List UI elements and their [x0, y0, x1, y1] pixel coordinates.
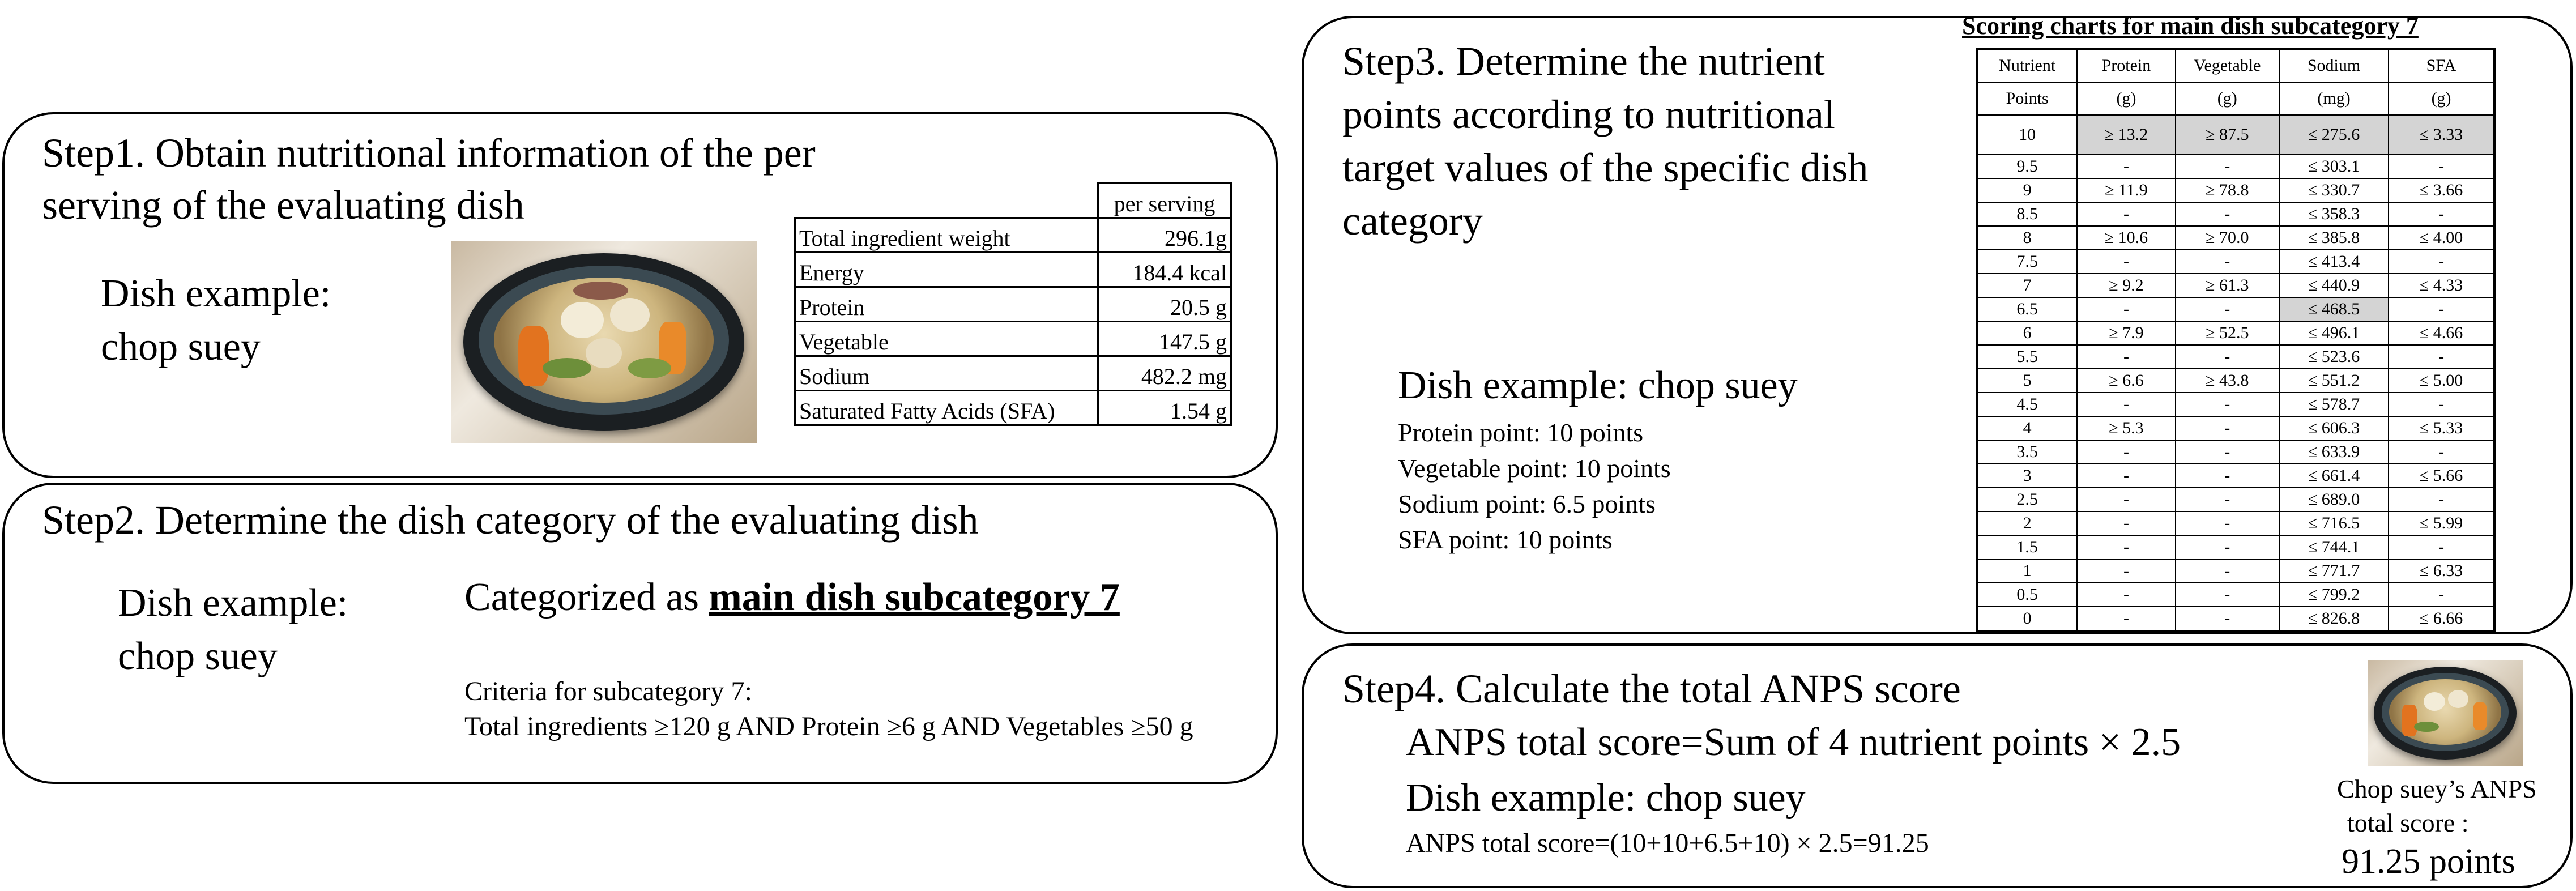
chop-suey-photo: [451, 241, 757, 443]
score-cell-protein: -: [2077, 464, 2175, 488]
nutrition-label: Protein: [795, 287, 1098, 322]
table-row: [1977, 369, 2494, 393]
score-cell-protein: -: [2077, 297, 2175, 321]
score-cell-sfa: -: [2389, 440, 2494, 464]
criteria-title: Criteria for subcategory 7:: [464, 676, 752, 706]
table-row: [1977, 511, 2494, 535]
score-cell-sfa: -: [2389, 393, 2494, 416]
table-header-row: [1977, 82, 2494, 115]
step2-dish-label-line2: chop suey: [118, 634, 278, 678]
score-cell-sfa: ≤ 6.66: [2389, 607, 2494, 631]
score-cell-p: 2: [1977, 511, 2077, 535]
score-cell-sfa: -: [2389, 583, 2494, 607]
score-cell-p: 3: [1977, 464, 2077, 488]
table-row: [795, 322, 1231, 356]
score-cell-sodium: ≤ 496.1: [2279, 321, 2389, 345]
step4-title: Step4. Calculate the total ANPS score: [1342, 666, 1961, 711]
table-row: [795, 184, 1231, 218]
score-cell-sfa: ≤ 5.00: [2389, 369, 2494, 393]
nutrition-label: Total ingredient weight: [795, 218, 1098, 253]
table-row: [795, 253, 1231, 287]
score-cell-protein: ≥ 9.2: [2077, 274, 2175, 297]
score-cell-protein: -: [2077, 345, 2175, 369]
score-cell-veg: -: [2176, 416, 2279, 440]
score-cell-veg: ≥ 70.0: [2176, 226, 2279, 250]
nutrition-header-blank: [795, 184, 1098, 218]
scoring-chart-title: Scoring charts for main dish subcategory 7: [1962, 12, 2419, 40]
score-cell-protein: -: [2077, 511, 2175, 535]
score-cell-protein: -: [2077, 488, 2175, 511]
nutrition-label: Energy: [795, 253, 1098, 287]
score-cell-sodium: ≤ 330.7: [2279, 178, 2389, 202]
score-cell-p: 5.5: [1977, 345, 2077, 369]
score-cell-protein: ≥ 6.6: [2077, 369, 2175, 393]
score-cell-sfa: -: [2389, 297, 2494, 321]
score-cell-p: 2.5: [1977, 488, 2077, 511]
score-cell-p: 7.5: [1977, 250, 2077, 274]
points-item: Vegetable point: 10 points: [1398, 454, 1671, 483]
step2-dish-label-line1: Dish example:: [118, 581, 348, 625]
header-cell: (mg): [2279, 82, 2389, 115]
score-cell-protein: -: [2077, 440, 2175, 464]
score-cell-protein: -: [2077, 559, 2175, 583]
score-cell-sfa: -: [2389, 488, 2494, 511]
header-cell: Protein: [2077, 49, 2175, 82]
result-line2: total score :: [2347, 808, 2469, 837]
score-cell-sfa: -: [2389, 345, 2494, 369]
score-cell-p: 1.5: [1977, 535, 2077, 559]
step3-title-line3: target values of the specific dish: [1342, 145, 1869, 190]
step3-title-line2: points according to nutritional: [1342, 92, 1835, 137]
table-row: [795, 287, 1231, 322]
nutrition-value: 296.1g: [1098, 218, 1231, 253]
nutrition-value: 184.4 kcal: [1098, 253, 1231, 287]
chop-suey-photo: [2368, 660, 2523, 766]
step1-dish-label-line2: chop suey: [101, 325, 261, 369]
score-cell-protein: -: [2077, 393, 2175, 416]
score-cell-veg: -: [2176, 535, 2279, 559]
score-cell-p: 6: [1977, 321, 2077, 345]
score-cell-protein: -: [2077, 535, 2175, 559]
score-cell-protein: ≥ 13.2: [2077, 115, 2175, 155]
step4-dish-example: Dish example: chop suey: [1406, 776, 1806, 820]
table-row: [1977, 559, 2494, 583]
criteria-text: Total ingredients ≥120 g AND Protein ≥6 g AND Vegetables ≥50 g: [464, 711, 1193, 741]
nutrition-value: 482.2 mg: [1098, 356, 1231, 391]
score-cell-protein: -: [2077, 607, 2175, 631]
score-cell-veg: ≥ 78.8: [2176, 178, 2279, 202]
score-cell-sfa: -: [2389, 155, 2494, 178]
table-header-row: [1977, 49, 2494, 82]
score-cell-sfa: ≤ 6.33: [2389, 559, 2494, 583]
nutrition-label: Saturated Fatty Acids (SFA): [795, 391, 1098, 425]
score-cell-sodium: ≤ 826.8: [2279, 607, 2389, 631]
step1-box: [2, 112, 1278, 478]
score-cell-veg: -: [2176, 250, 2279, 274]
score-cell-veg: ≥ 52.5: [2176, 321, 2279, 345]
table-row: [795, 391, 1231, 425]
step3-box: [1302, 12, 2573, 634]
categorized-text: [464, 571, 1120, 625]
nutrition-label: Vegetable: [795, 322, 1098, 356]
nutrition-label: Sodium: [795, 356, 1098, 391]
score-cell-sodium: ≤ 385.8: [2279, 226, 2389, 250]
nutrition-header-per-serving: per serving: [1098, 184, 1231, 218]
score-cell-veg: -: [2176, 511, 2279, 535]
header-cell: Nutrient: [1977, 49, 2077, 82]
score-cell-sodium: ≤ 661.4: [2279, 464, 2389, 488]
score-cell-sodium: ≤ 689.0: [2279, 488, 2389, 511]
score-cell-sodium: ≤ 633.9: [2279, 440, 2389, 464]
score-cell-veg: ≥ 87.5: [2176, 115, 2279, 155]
table-row: [1977, 274, 2494, 297]
table-row: [1977, 250, 2494, 274]
score-cell-sfa: -: [2389, 202, 2494, 226]
score-cell-sodium: ≤ 303.1: [2279, 155, 2389, 178]
score-cell-veg: ≥ 43.8: [2176, 369, 2279, 393]
step4-box: [1302, 643, 2573, 888]
score-cell-p: 8: [1977, 226, 2077, 250]
score-cell-p: 8.5: [1977, 202, 2077, 226]
score-cell-veg: -: [2176, 488, 2279, 511]
score-cell-veg: -: [2176, 583, 2279, 607]
header-cell: Points: [1977, 82, 2077, 115]
header-cell: (g): [2389, 82, 2494, 115]
score-cell-veg: -: [2176, 155, 2279, 178]
score-cell-protein: -: [2077, 202, 2175, 226]
table-row: [1977, 535, 2494, 559]
header-cell: (g): [2176, 82, 2279, 115]
header-cell: Sodium: [2279, 49, 2389, 82]
table-row: [1977, 115, 2494, 155]
step1-title-line2: serving of the evaluating dish: [42, 182, 524, 228]
score-cell-sfa: -: [2389, 250, 2494, 274]
score-cell-sfa: ≤ 3.66: [2389, 178, 2494, 202]
score-cell-sodium: ≤ 771.7: [2279, 559, 2389, 583]
score-cell-veg: ≥ 61.3: [2176, 274, 2279, 297]
score-cell-protein: -: [2077, 250, 2175, 274]
score-cell-sodium: ≤ 606.3: [2279, 416, 2389, 440]
table-row: [1977, 297, 2494, 321]
points-item: Sodium point: 6.5 points: [1398, 489, 1656, 518]
score-cell-veg: -: [2176, 202, 2279, 226]
table-row: [1977, 393, 2494, 416]
score-cell-protein: -: [2077, 583, 2175, 607]
score-cell-veg: -: [2176, 559, 2279, 583]
categorized-prefix: Categorized as: [464, 575, 709, 619]
table-row: [795, 356, 1231, 391]
nutrition-value: 20.5 g: [1098, 287, 1231, 322]
score-cell-veg: -: [2176, 440, 2279, 464]
score-cell-veg: -: [2176, 297, 2279, 321]
table-row: [795, 218, 1231, 253]
score-cell-sfa: ≤ 4.00: [2389, 226, 2494, 250]
score-cell-p: 7: [1977, 274, 2077, 297]
score-cell-veg: -: [2176, 607, 2279, 631]
nutrition-value: 147.5 g: [1098, 322, 1231, 356]
step3-title-line1: Step3. Determine the nutrient: [1342, 39, 1825, 84]
table-row: [1977, 155, 2494, 178]
score-cell-sodium: ≤ 413.4: [2279, 250, 2389, 274]
score-cell-sodium: ≤ 468.5: [2279, 297, 2389, 321]
score-cell-p: 9.5: [1977, 155, 2077, 178]
table-row: [1977, 321, 2494, 345]
table-row: [1977, 607, 2494, 631]
score-cell-p: 3.5: [1977, 440, 2077, 464]
step1-dish-label-line1: Dish example:: [101, 272, 331, 316]
step4-formula: ANPS total score=Sum of 4 nutrient points × 2.5: [1406, 721, 2181, 764]
score-cell-sfa: ≤ 5.99: [2389, 511, 2494, 535]
score-cell-sfa: -: [2389, 535, 2494, 559]
score-cell-sodium: ≤ 716.5: [2279, 511, 2389, 535]
score-cell-p: 4: [1977, 416, 2077, 440]
score-cell-p: 0.5: [1977, 583, 2077, 607]
score-cell-p: 10: [1977, 115, 2077, 155]
table-row: [1977, 345, 2494, 369]
scoring-table: [1976, 48, 2496, 632]
score-cell-sfa: ≤ 4.33: [2389, 274, 2494, 297]
score-cell-sfa: ≤ 3.33: [2389, 115, 2494, 155]
nutrition-table: [794, 182, 1232, 426]
step4-calc: ANPS total score=(10+10+6.5+10) × 2.5=91.25: [1406, 828, 1929, 858]
table-row: [1977, 583, 2494, 607]
nutrition-value: 1.54 g: [1098, 391, 1231, 425]
points-item: Protein point: 10 points: [1398, 418, 1644, 447]
step3-dish-example: Dish example: chop suey: [1398, 364, 1798, 407]
header-cell: Vegetable: [2176, 49, 2279, 82]
categorized-value: main dish subcategory 7: [709, 575, 1120, 619]
step3-title-line4: category: [1342, 198, 1483, 244]
score-cell-p: 6.5: [1977, 297, 2077, 321]
score-cell-p: 1: [1977, 559, 2077, 583]
header-cell: (g): [2077, 82, 2175, 115]
step2-title: Step2. Determine the dish category of the evaluating dish: [42, 497, 979, 543]
step1-title-line1: Step1. Obtain nutritional information of the per: [42, 130, 816, 176]
table-row: [1977, 416, 2494, 440]
score-cell-sodium: ≤ 275.6: [2279, 115, 2389, 155]
score-cell-sodium: ≤ 578.7: [2279, 393, 2389, 416]
table-row: [1977, 464, 2494, 488]
result-value: 91.25 points: [2342, 842, 2515, 881]
score-cell-p: 0: [1977, 607, 2077, 631]
score-cell-protein: ≥ 10.6: [2077, 226, 2175, 250]
table-row: [1977, 178, 2494, 202]
result-line1: Chop suey’s ANPS: [2337, 774, 2537, 803]
header-cell: SFA: [2389, 49, 2494, 82]
table-row: [1977, 226, 2494, 250]
score-cell-sodium: ≤ 523.6: [2279, 345, 2389, 369]
score-cell-protein: ≥ 5.3: [2077, 416, 2175, 440]
score-cell-sfa: ≤ 5.66: [2389, 464, 2494, 488]
score-cell-p: 4.5: [1977, 393, 2077, 416]
step2-box: [2, 483, 1278, 784]
score-cell-sodium: ≤ 358.3: [2279, 202, 2389, 226]
score-cell-sodium: ≤ 744.1: [2279, 535, 2389, 559]
table-row: [1977, 488, 2494, 511]
points-item: SFA point: 10 points: [1398, 525, 1613, 554]
table-row: [1977, 440, 2494, 464]
score-cell-protein: ≥ 11.9: [2077, 178, 2175, 202]
score-cell-sodium: ≤ 440.9: [2279, 274, 2389, 297]
score-cell-protein: ≥ 7.9: [2077, 321, 2175, 345]
score-cell-veg: -: [2176, 464, 2279, 488]
score-cell-sfa: ≤ 5.33: [2389, 416, 2494, 440]
score-cell-sfa: ≤ 4.66: [2389, 321, 2494, 345]
score-cell-veg: -: [2176, 345, 2279, 369]
score-cell-p: 5: [1977, 369, 2077, 393]
score-cell-protein: -: [2077, 155, 2175, 178]
score-cell-sodium: ≤ 799.2: [2279, 583, 2389, 607]
score-cell-p: 9: [1977, 178, 2077, 202]
score-cell-veg: -: [2176, 393, 2279, 416]
table-row: [1977, 202, 2494, 226]
score-cell-sodium: ≤ 551.2: [2279, 369, 2389, 393]
